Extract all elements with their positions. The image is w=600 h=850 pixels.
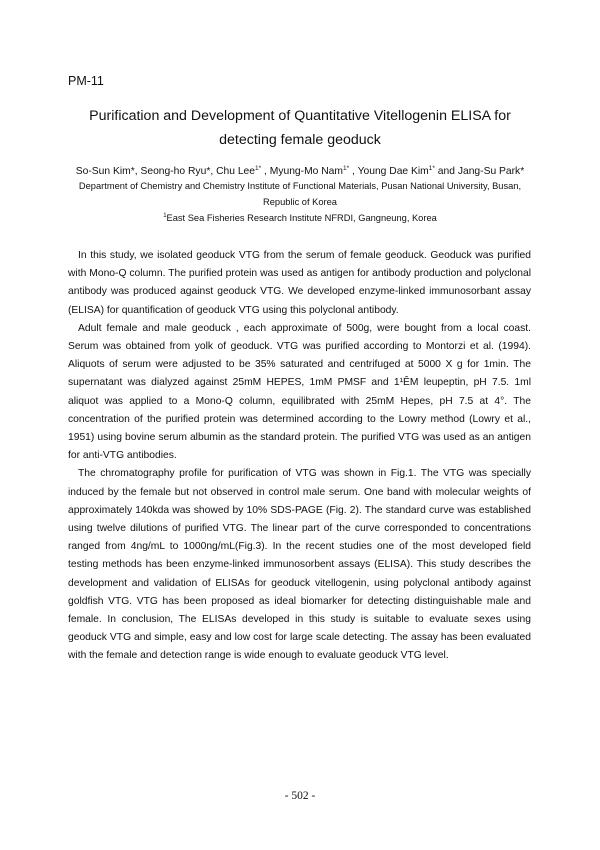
- author-marker: *: [130, 166, 135, 177]
- author: [140, 166, 216, 177]
- author-name: Myung-Mo Nam: [269, 166, 343, 177]
- author: [216, 166, 270, 177]
- author-separator: ,: [134, 166, 141, 177]
- affiliation-secondary: [60, 211, 540, 227]
- author-sup: 1*: [428, 165, 435, 172]
- author-name: So-Sun Kim: [75, 166, 131, 177]
- author: [458, 166, 524, 177]
- affiliation-marker: 1: [163, 213, 167, 219]
- author-sup: 1*: [343, 165, 350, 172]
- author-name: Jang-Su Park: [457, 166, 521, 177]
- author-separator: ,: [210, 166, 217, 177]
- body-paragraph: Adult female and male geoduck , each approximate of 500g, were bought from a local coast. Serum was obtained from yolk of geoduck. VTG was purified according to Montorzi et al. (1994). Aliquots of serum were adjusted to be 35% saturated and centrifuged at 5000 X g for 1min. The supernatant was dialyzed against 25mM HEPES, 1mM PMSF and 1¹ÊM leupeptin, pH 7.5. 1ml aliquot was applied to a Mono-Q column, equilibrated with 25mM Hepes, pH 7.5 at 4°. The concentration of the purified protein was determined according to the Lowry method (Lowry et al., 1951) using bovine serum albumin as the standard protein. The purified VTG was used as an antigen for anti-VTG antibodies.: [68, 322, 531, 462]
- author: [358, 166, 458, 177]
- author: [270, 166, 358, 177]
- author-sup: 1*: [255, 165, 262, 172]
- paper-title: Purification and Development of Quantitative Vitellogenin ELISA for detecting female geoduck: [89, 108, 511, 148]
- affiliation-primary: Department of Chemistry and Chemistry Institute of Functional Materials, Pusan National University, Busan, Republic of Korea: [78, 181, 522, 207]
- author-separator: ,: [261, 166, 270, 177]
- author-list: [60, 165, 540, 178]
- page-number: - 502 -: [284, 790, 316, 802]
- author-separator: and: [434, 166, 458, 177]
- author-marker: *: [206, 166, 211, 177]
- affiliation-text: East Sea Fisheries Research Institute NFRDI, Gangneung, Korea: [166, 213, 437, 223]
- abstract-code: PM-11: [68, 74, 104, 88]
- author: [76, 166, 141, 177]
- author-name: Young Dae Kim: [357, 166, 429, 177]
- author-name: Seong-ho Ryu: [140, 166, 207, 177]
- author-separator: ,: [349, 166, 358, 177]
- author-marker: *: [520, 166, 525, 177]
- abstract-body: [68, 247, 531, 666]
- author-name: Chu Lee: [216, 166, 255, 177]
- body-paragraph: The chromatography profile for purification of VTG was shown in Fig.1. The VTG was specially induced by the female but not observed in control male serum. One band with molecular weights of approximately 140kda was showed by 10% SDS-PAGE (Fig. 2). The standard curve was established using twelve dilutions of purified VTG. The linear part of the curve corresponded to concentrations ranged from 4ng/mL to 1000ng/mL(Fig.3). In the recent studies one of the most developed field testing methods has been enzyme-linked immunosorbent assays (ELISA). This study describes the development and validation of ELISAs for geoduck vitellogenin, using polyclonal antibody against goldfish VTG. VTG has been proposed as ideal biomarker for detecting distinguishable male and female. In conclusion, The ELISAs developed in this study is suitable to evaluate sexes using geoduck VTG and simple, easy and low cost for large scale detecting. The assay has been evaluated with the female and detection range is wide enough to evaluate geoduck VTG level.: [68, 468, 531, 662]
- body-paragraph: In this study, we isolated geoduck VTG from the serum of female geoduck. Geoduck was purified with Mono-Q column. The purified protein was used as antigen for antibody production and polyclonal antibody was produced against geoduck VTG. We developed enzyme-linked immunosorbant assay (ELISA) for quantification of geoduck VTG using this polyclonal antibody.: [68, 250, 531, 316]
